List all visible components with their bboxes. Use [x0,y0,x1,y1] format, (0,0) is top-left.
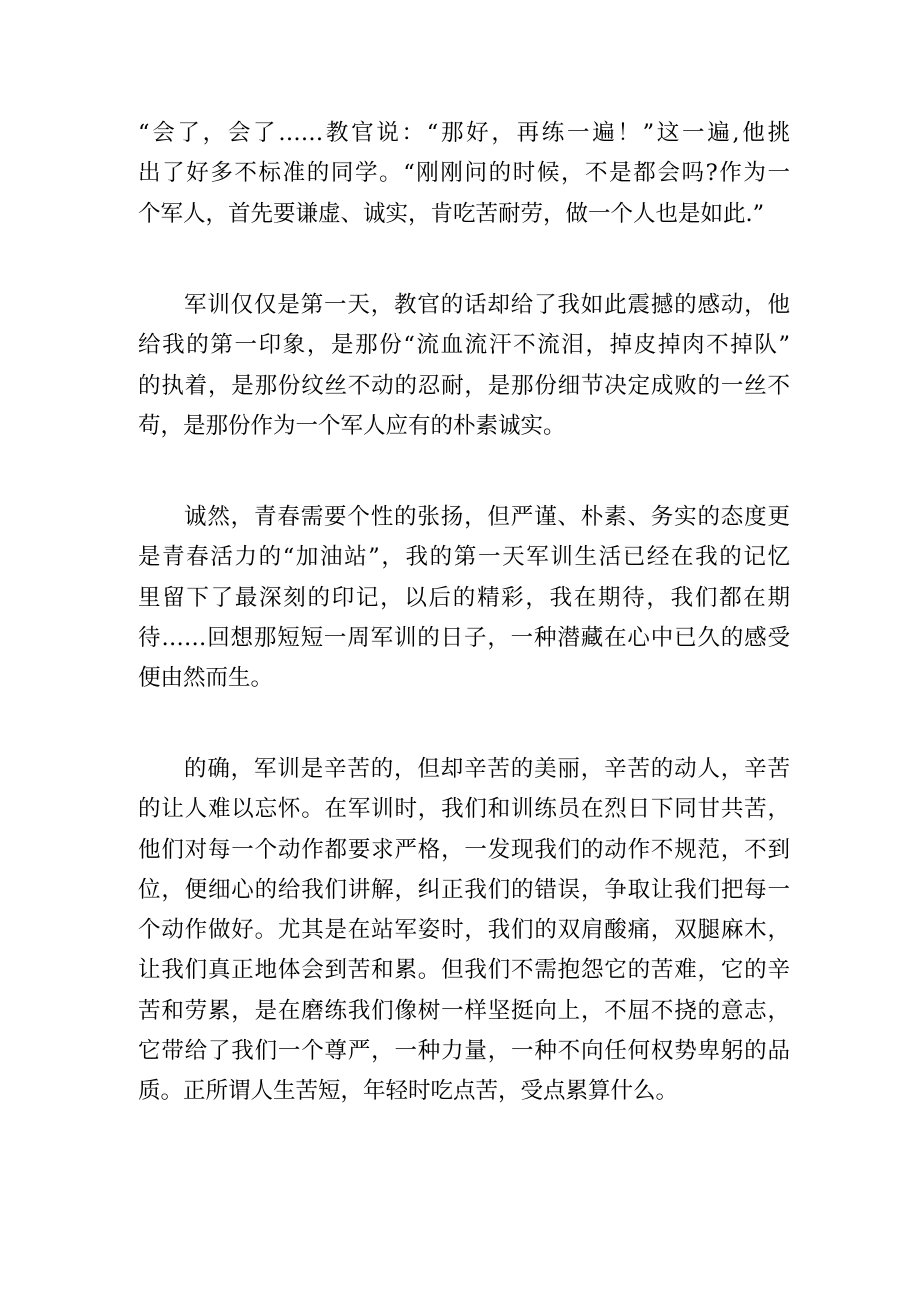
text-line: 的执着，是那份纹丝不动的忍耐，是那份细节决定成败的一丝不 [138,372,790,399]
text-line: 给我的第一印象，是那份“流血流汗不流泪，掉皮掉肉不掉队” [138,332,790,359]
text-line: “会了，会了……教官说：“那好，再练一遍！”这一遍,他挑 [138,120,790,146]
text-line: 的确，军训是辛苦的，但却辛苦的美丽，辛苦的动人，辛苦 [184,756,790,782]
text-line: 他们对每一个动作都要求严格，一发现我们的动作不规范，不到 [138,836,790,863]
text-line: 个军人，首先要谦虚、诚实，肯吃苦耐劳，做一个人也是如此.” [138,200,765,227]
paragraph-1 [138,113,790,234]
text-line: 是青春活力的“加油站”，我的第一天军训生活已经在我的记忆 [138,544,790,571]
text-line: 的让人难以忘怀。在军训时，我们和训练员在烈日下同甘共苦， [138,796,790,823]
text-line: 苟，是那份作为一个军人应有的朴素诚实。 [138,412,566,439]
text-line: 个动作做好。尤其是在站军姿时，我们的双肩酸痛，双腿麻木， [138,917,790,944]
text-line: 让我们真正地体会到苦和累。但我们不需抱怨它的苦难，它的辛 [138,957,790,984]
text-line: 出了好多不标准的同学。“刚刚问的时候，不是都会吗?作为一 [138,160,790,187]
paragraph-3 [138,497,790,698]
text-line: 军训仅仅是第一天，教官的话却给了我如此震撼的感动，他 [184,292,790,318]
paragraph-2 [138,285,790,446]
text-line: 位，便细心的给我们讲解，纠正我们的错误，争取让我们把每一 [138,876,790,903]
text-line: 苦和劳累，是在磨练我们像树一样坚挺向上，不屈不挠的意志， [138,997,790,1024]
text-line: 待……回想那短短一周军训的日子，一种潜藏在心中已久的感受 [138,624,790,651]
text-line: 它带给了我们一个尊严，一种力量，一种不向任何权势卑躬的品 [138,1038,790,1065]
text-line: 质。正所谓人生苦短，年轻时吃点苦，受点累算什么。 [138,1078,679,1105]
text-line: 诚然，青春需要个性的张扬，但严谨、朴素、务实的态度更 [184,504,790,530]
paragraph-4 [138,749,790,1112]
text-line: 里留下了最深刻的印记，以后的精彩，我在期待，我们都在期 [138,584,790,611]
text-line: 便由然而生。 [138,665,274,692]
